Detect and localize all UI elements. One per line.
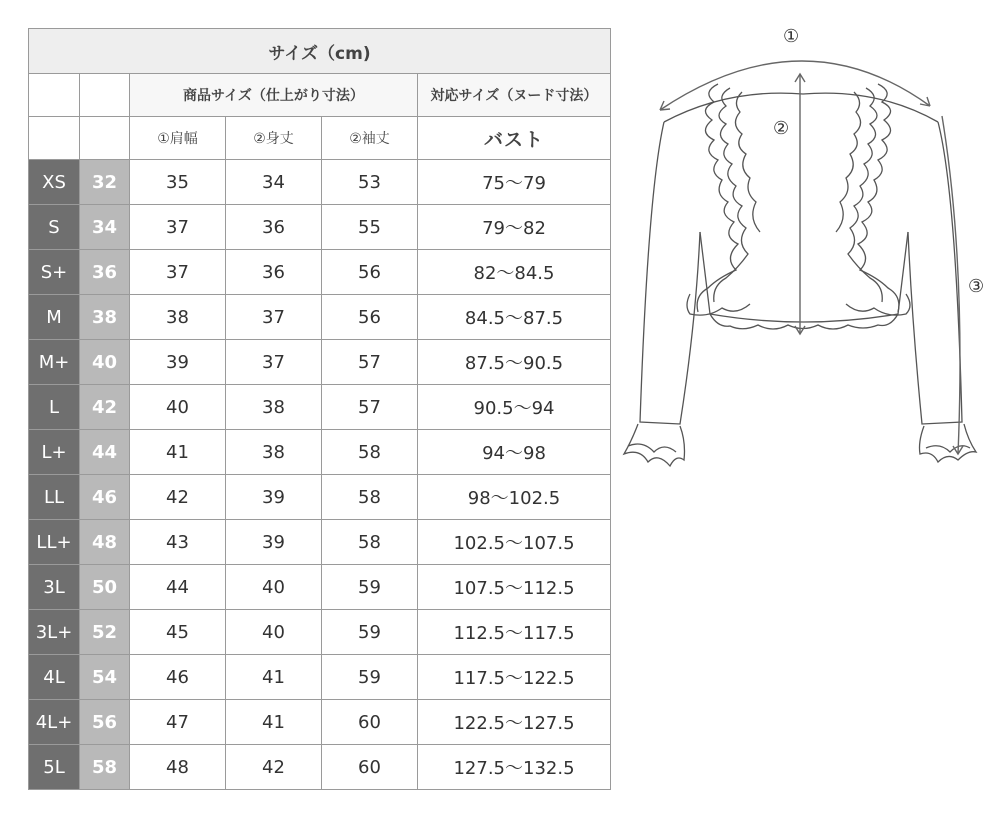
sleeve-length-value: 60 xyxy=(322,745,418,790)
body-length-value: 36 xyxy=(226,205,322,250)
sleeve-length-header: ②袖丈 xyxy=(322,117,418,160)
empty-header-cell xyxy=(29,74,80,117)
table-row xyxy=(29,610,611,655)
table-row xyxy=(29,160,611,205)
body-length-value: 38 xyxy=(226,430,322,475)
body-length-value: 41 xyxy=(226,655,322,700)
table-row xyxy=(29,700,611,745)
size-number: 54 xyxy=(80,655,130,700)
size-label: 5L xyxy=(29,745,80,790)
bust-range-value: 87.5～90.5 xyxy=(418,340,611,385)
sleeve-length-value: 55 xyxy=(322,205,418,250)
size-chart-table xyxy=(28,28,611,790)
table-row xyxy=(29,565,611,610)
sleeve-length-value: 59 xyxy=(322,610,418,655)
bust-range-value: 90.5～94 xyxy=(418,385,611,430)
product-size-header: 商品サイズ（仕上がり寸法） xyxy=(130,74,418,117)
size-number: 56 xyxy=(80,700,130,745)
table-row xyxy=(29,430,611,475)
size-number: 46 xyxy=(80,475,130,520)
sleeve-length-value: 59 xyxy=(322,565,418,610)
body-length-value: 41 xyxy=(226,700,322,745)
size-label: L+ xyxy=(29,430,80,475)
table-row xyxy=(29,520,611,565)
body-length-value: 39 xyxy=(226,520,322,565)
bust-range-value: 84.5～87.5 xyxy=(418,295,611,340)
sleeve-length-value: 57 xyxy=(322,340,418,385)
shoulder-width-value: 47 xyxy=(130,700,226,745)
size-label: M xyxy=(29,295,80,340)
body-length-value: 36 xyxy=(226,250,322,295)
ruffle-bolero-illustration xyxy=(618,22,998,492)
shoulder-width-value: 44 xyxy=(130,565,226,610)
table-row xyxy=(29,655,611,700)
body-length-value: 40 xyxy=(226,610,322,655)
size-label: S xyxy=(29,205,80,250)
empty-header-cell xyxy=(29,117,80,160)
bust-range-value: 122.5～127.5 xyxy=(418,700,611,745)
bust-range-value: 112.5～117.5 xyxy=(418,610,611,655)
empty-header-cell xyxy=(80,117,130,160)
table-row xyxy=(29,295,611,340)
table-row xyxy=(29,385,611,430)
table-row xyxy=(29,340,611,385)
body-length-value: 37 xyxy=(226,340,322,385)
shoulder-width-marker: ① xyxy=(783,26,800,47)
bust-header: バスト xyxy=(418,117,611,160)
size-label: 3L+ xyxy=(29,610,80,655)
size-label: XS xyxy=(29,160,80,205)
size-label: LL xyxy=(29,475,80,520)
sleeve-length-marker: ③ xyxy=(968,276,985,297)
shoulder-width-value: 39 xyxy=(130,340,226,385)
bust-range-value: 117.5～122.5 xyxy=(418,655,611,700)
bust-range-value: 98～102.5 xyxy=(418,475,611,520)
size-label: 4L xyxy=(29,655,80,700)
table-row xyxy=(29,475,611,520)
table-row xyxy=(29,205,611,250)
table-row xyxy=(29,250,611,295)
shoulder-width-value: 42 xyxy=(130,475,226,520)
body-length-value: 40 xyxy=(226,565,322,610)
size-number: 34 xyxy=(80,205,130,250)
bust-range-value: 75～79 xyxy=(418,160,611,205)
shoulder-width-value: 37 xyxy=(130,205,226,250)
size-number: 58 xyxy=(80,745,130,790)
garment-diagram xyxy=(618,22,998,492)
empty-header-cell xyxy=(80,74,130,117)
bust-range-value: 127.5～132.5 xyxy=(418,745,611,790)
size-label: L xyxy=(29,385,80,430)
body-length-header: ②身丈 xyxy=(226,117,322,160)
size-number: 44 xyxy=(80,430,130,475)
fit-size-header: 対応サイズ（ヌード寸法） xyxy=(418,74,611,117)
shoulder-width-value: 37 xyxy=(130,250,226,295)
table-title: サイズ（cm) xyxy=(29,29,611,74)
sleeve-length-value: 58 xyxy=(322,475,418,520)
sleeve-length-value: 58 xyxy=(322,520,418,565)
size-number: 36 xyxy=(80,250,130,295)
body-length-value: 34 xyxy=(226,160,322,205)
size-label: S+ xyxy=(29,250,80,295)
size-number: 42 xyxy=(80,385,130,430)
size-number: 52 xyxy=(80,610,130,655)
size-number: 50 xyxy=(80,565,130,610)
shoulder-width-value: 40 xyxy=(130,385,226,430)
body-length-value: 38 xyxy=(226,385,322,430)
bust-range-value: 79～82 xyxy=(418,205,611,250)
shoulder-width-value: 43 xyxy=(130,520,226,565)
sleeve-length-value: 56 xyxy=(322,295,418,340)
bust-range-value: 82～84.5 xyxy=(418,250,611,295)
sleeve-length-value: 56 xyxy=(322,250,418,295)
sleeve-length-value: 57 xyxy=(322,385,418,430)
shoulder-width-value: 46 xyxy=(130,655,226,700)
size-number: 40 xyxy=(80,340,130,385)
shoulder-width-value: 48 xyxy=(130,745,226,790)
table-row xyxy=(29,745,611,790)
shoulder-width-value: 35 xyxy=(130,160,226,205)
body-length-marker: ② xyxy=(773,118,790,139)
size-label: M+ xyxy=(29,340,80,385)
size-label: LL+ xyxy=(29,520,80,565)
sleeve-length-value: 53 xyxy=(322,160,418,205)
bust-range-value: 107.5～112.5 xyxy=(418,565,611,610)
bust-range-value: 94～98 xyxy=(418,430,611,475)
sleeve-length-value: 60 xyxy=(322,700,418,745)
shoulder-width-value: 41 xyxy=(130,430,226,475)
sleeve-length-value: 58 xyxy=(322,430,418,475)
size-label: 4L+ xyxy=(29,700,80,745)
size-number: 32 xyxy=(80,160,130,205)
sleeve-length-value: 59 xyxy=(322,655,418,700)
size-number: 48 xyxy=(80,520,130,565)
size-number: 38 xyxy=(80,295,130,340)
shoulder-width-header: ①肩幅 xyxy=(130,117,226,160)
size-label: 3L xyxy=(29,565,80,610)
body-length-value: 39 xyxy=(226,475,322,520)
body-length-value: 37 xyxy=(226,295,322,340)
bust-range-value: 102.5～107.5 xyxy=(418,520,611,565)
shoulder-width-value: 45 xyxy=(130,610,226,655)
body-length-value: 42 xyxy=(226,745,322,790)
shoulder-width-value: 38 xyxy=(130,295,226,340)
